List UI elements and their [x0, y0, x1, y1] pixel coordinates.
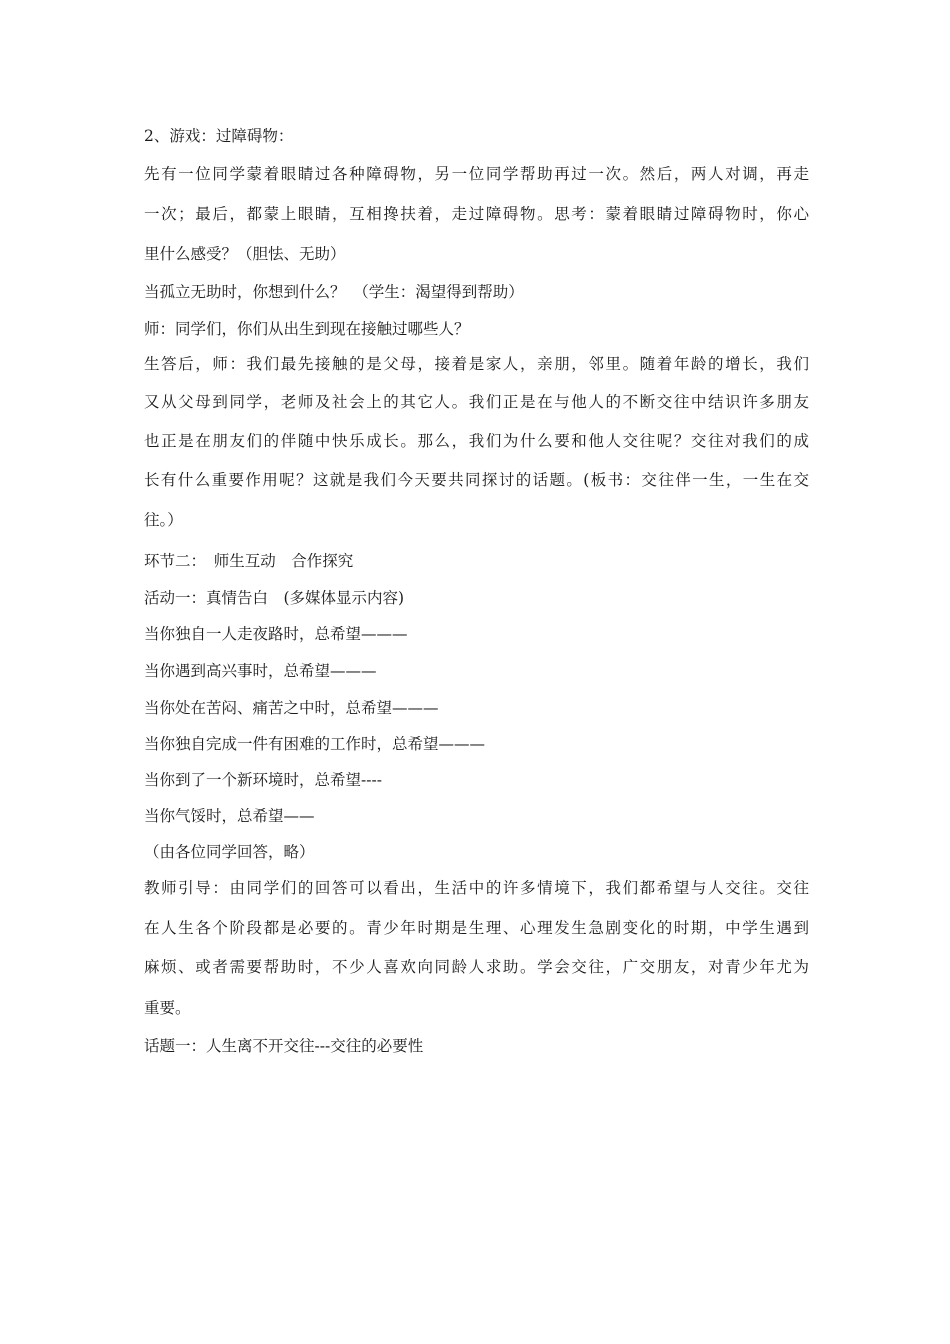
paragraph-line: 当孤立无助时，你想到什么？ （学生：渴望得到帮助） — [144, 283, 524, 301]
list-item: 当你到了一个新环境时，总希望---- — [144, 771, 382, 789]
paragraph-line: 麻烦、或者需要帮助时，不少人喜欢向同龄人求助。学会交往，广交朋友，对青少年尤为 — [144, 958, 809, 976]
paragraph-line: （由各位同学回答，略） — [144, 843, 315, 861]
paragraph-line: 长有什么重要作用呢？这就是我们今天要共同探讨的话题。(板书：交往伴一生，一生在交 — [144, 471, 809, 489]
paragraph-line: 里什么感受？（胆怯、无助） — [144, 245, 346, 263]
paragraph-line: 教师引导：由同学们的回答可以看出，生活中的许多情境下，我们都希望与人交往。交往 — [144, 879, 809, 897]
paragraph-line: 又从父母到同学，老师及社会上的其它人。我们正是在与他人的不断交往中结识许多朋友 — [144, 393, 809, 411]
paragraph-line: 先有一位同学蒙着眼睛过各种障碍物，另一位同学帮助再过一次。然后，两人对调，再走 — [144, 165, 809, 183]
topic-heading: 话题一：人生离不开交往---交往的必要性 — [144, 1037, 424, 1055]
list-item: 当你气馁时，总希望—— — [144, 807, 315, 825]
paragraph-line: 也正是在朋友们的伴随中快乐成长。那么，我们为什么要和他人交往呢？交往对我们的成 — [144, 432, 809, 450]
heading-game: 2、游戏：过障碍物： — [144, 127, 294, 145]
paragraph-line: 生答后，师：我们最先接触的是父母，接着是家人，亲朋，邻里。随着年龄的增长，我们 — [144, 355, 809, 373]
paragraph-line: 重要。 — [144, 999, 191, 1017]
activity-heading: 活动一：真情告白 (多媒体显示内容) — [144, 589, 405, 607]
section-heading: 环节二： 师生互动 合作探究 — [144, 552, 354, 570]
list-item: 当你独自完成一件有困难的工作时，总希望——— — [144, 735, 486, 753]
list-item: 当你处在苦闷、痛苦之中时，总希望——— — [144, 699, 439, 717]
paragraph-line: 往。） — [144, 511, 183, 529]
list-item: 当你独自一人走夜路时，总希望——— — [144, 625, 408, 643]
list-item: 当你遇到高兴事时，总希望——— — [144, 662, 377, 680]
paragraph-line: 一次；最后，都蒙上眼睛，互相搀扶着，走过障碍物。思考：蒙着眼睛过障碍物时，你心 — [144, 205, 809, 223]
paragraph-line: 师：同学们，你们从出生到现在接触过哪些人？ — [144, 320, 470, 338]
paragraph-line: 在人生各个阶段都是必要的。青少年时期是生理、心理发生急剧变化的时期，中学生遇到 — [144, 919, 809, 937]
